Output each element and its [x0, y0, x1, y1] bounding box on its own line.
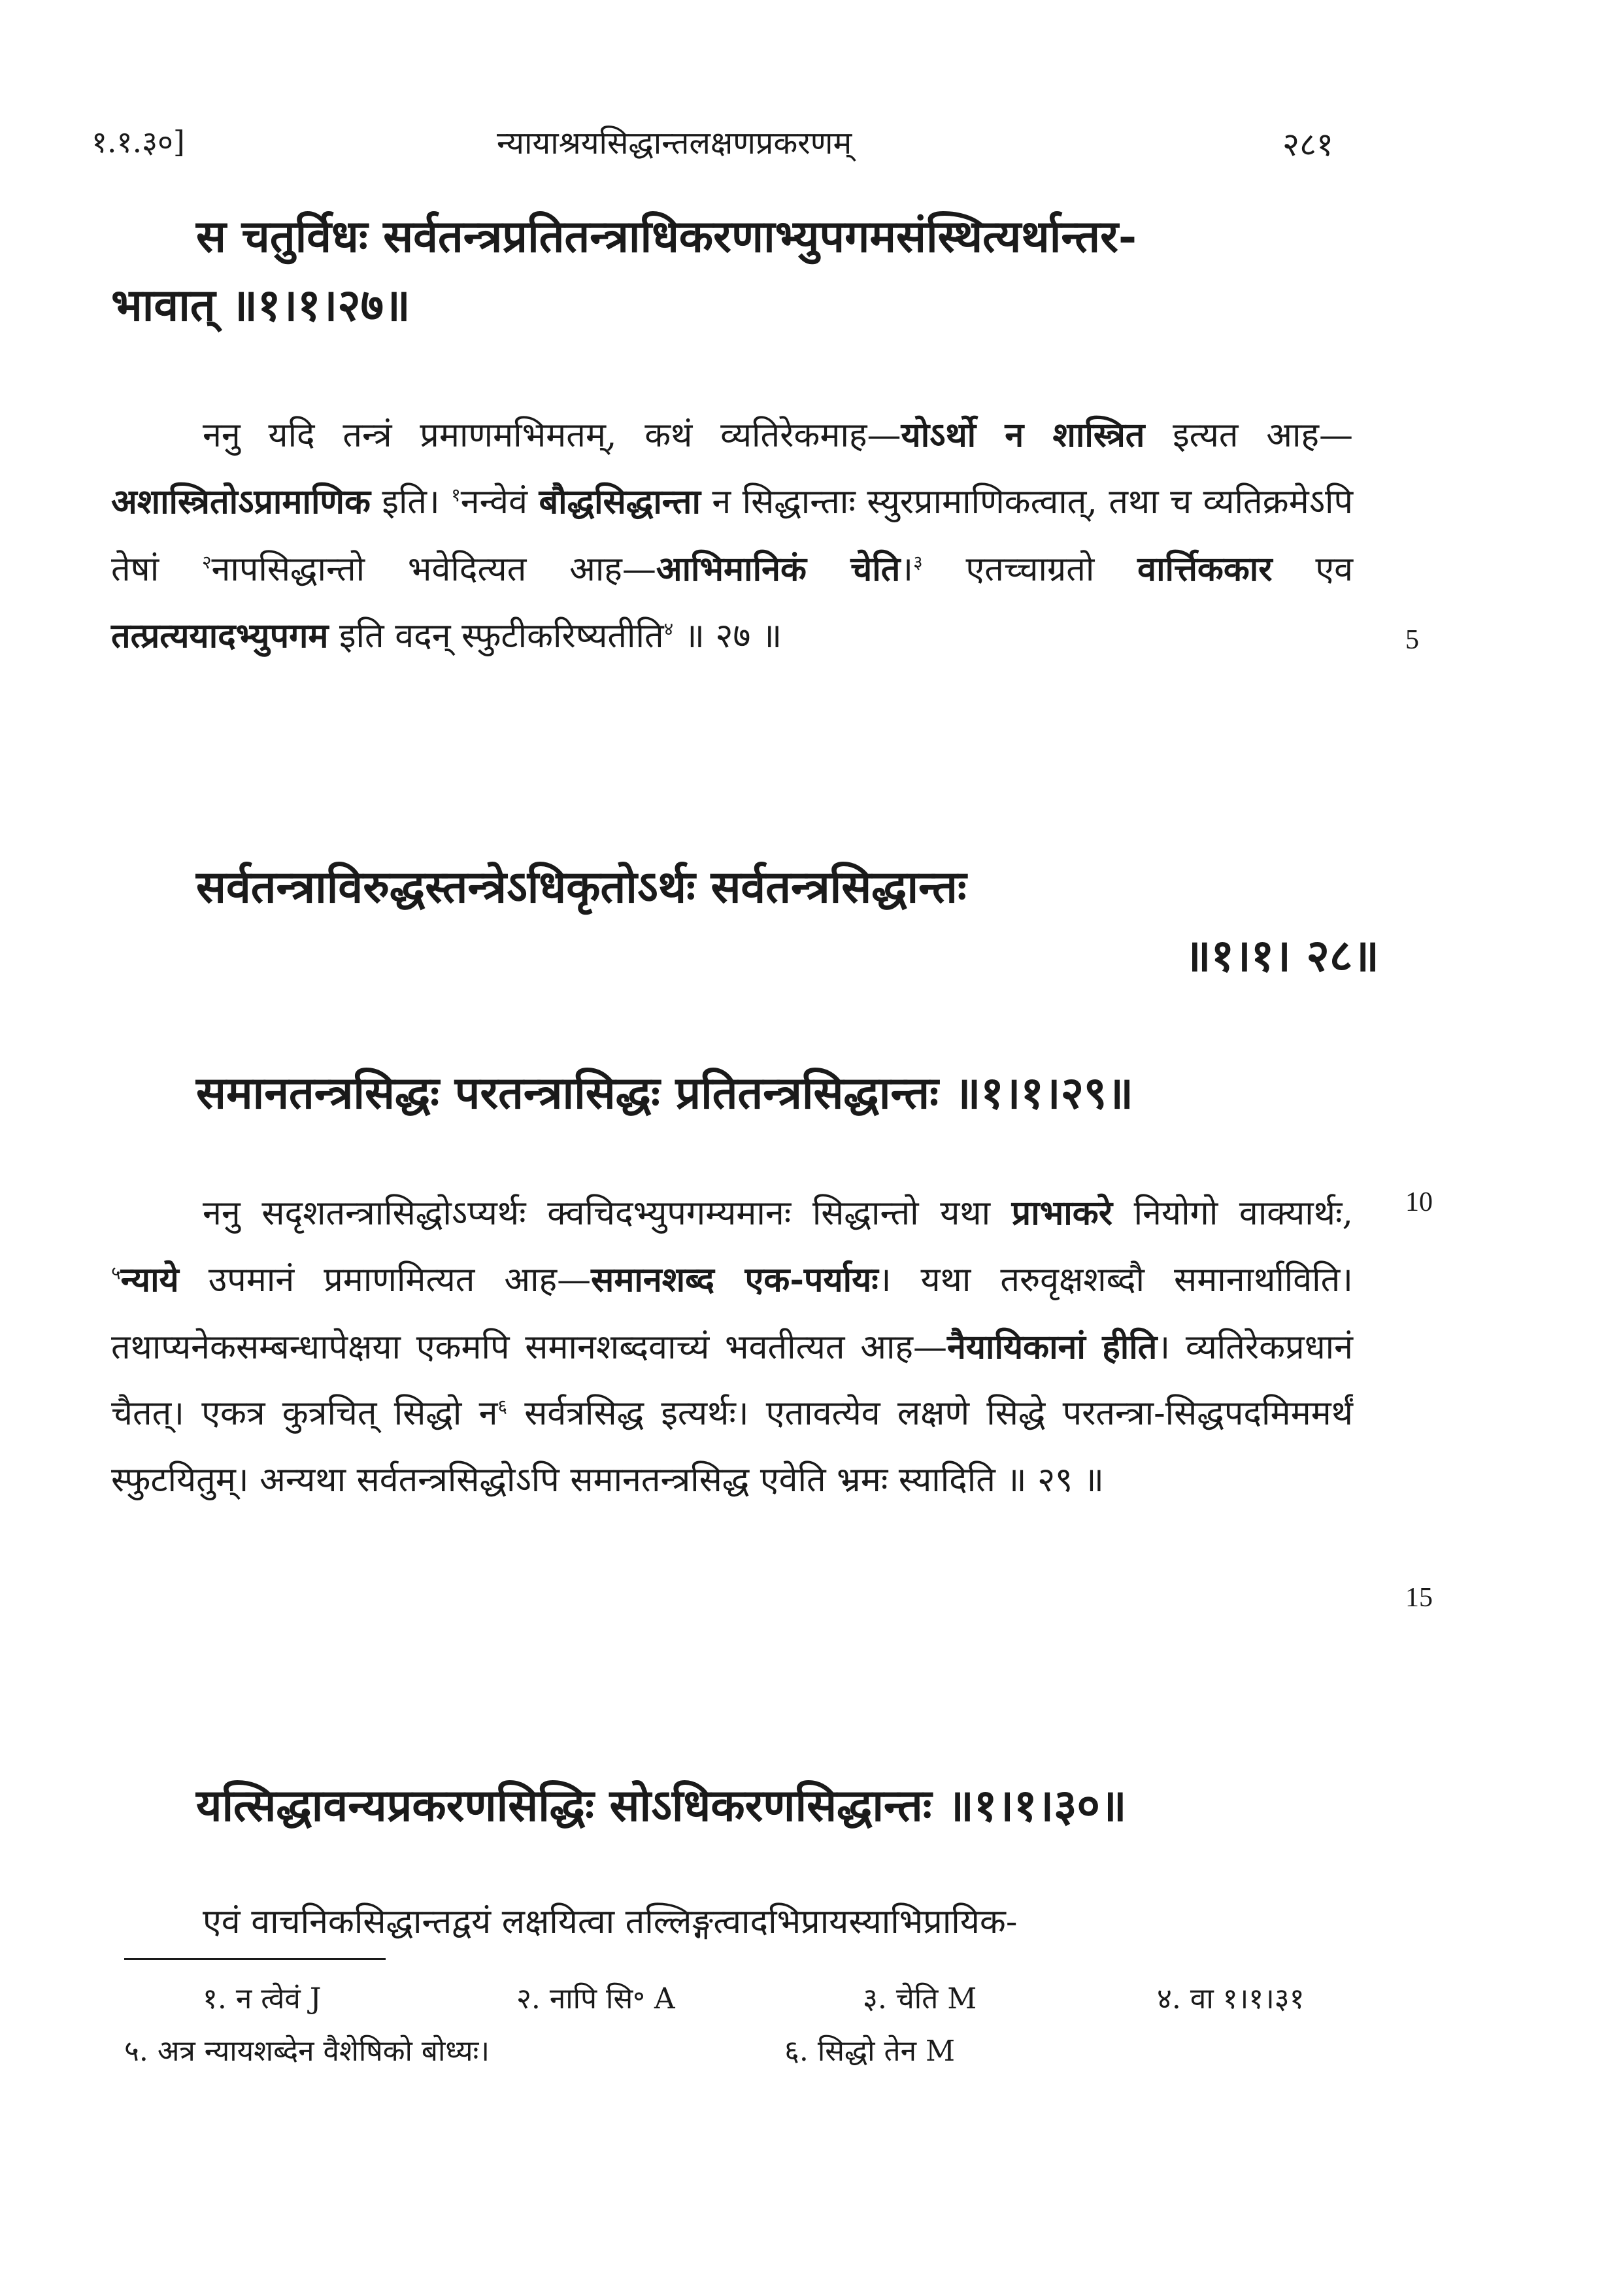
text-span: एवं वाचनिकसिद्धान्तद्वयं लक्षयित्वा तल्लिङ्गत्वादभिप्रायस्याभिप्रायिक- — [203, 1902, 1018, 1942]
footnote-marker: ६ — [497, 1395, 508, 1417]
footnote-marker: ४ — [663, 618, 674, 640]
quoted-term: आभिमानिकं चेति — [656, 549, 901, 589]
quoted-term: बौद्धसिद्धान्ता — [539, 482, 701, 522]
footnote-rule — [124, 1958, 386, 1960]
sutra-30-line1: यत्सिद्धावन्यप्रकरणसिद्धिः सोऽधिकरणसिद्धान्तः ॥१।१।३०॥ — [196, 1780, 1127, 1832]
quoted-term: तत्प्रत्ययादभ्युपगम — [111, 616, 329, 656]
commentary-30 — [111, 1889, 1353, 1955]
text-span: ॥ २७ ॥ — [673, 616, 782, 656]
commentary-29 — [111, 1180, 1353, 1513]
text-span: इत्यत आह— — [1145, 416, 1353, 455]
footnote-6: ६. सिद्धो तेन M — [784, 2034, 956, 2068]
section-reference: १.१.३०] — [92, 124, 185, 160]
text-span: नियोगो वाक्यार्थः, — [1112, 1194, 1353, 1233]
text-span: इति। — [370, 482, 452, 522]
text-span: नन्वेवं — [460, 482, 539, 522]
quoted-term: अशास्त्रितोऽप्रामाणिक — [111, 482, 371, 522]
line-number-15: 15 — [1405, 1583, 1433, 1613]
footnote-5: ५. अत्र न्यायशब्देन वैशेषिको बोध्यः। — [124, 2034, 490, 2068]
sutra-30 — [196, 1772, 1360, 1840]
running-title: न्यायाश्रयसिद्धान्तलक्षणप्रकरणम् — [497, 125, 852, 161]
footnote-marker: ५ — [111, 1262, 121, 1285]
line-number-10: 10 — [1405, 1187, 1433, 1217]
sutra-28-line1: सर्वतन्त्राविरुद्धस्तन्त्रेऽधिकृतोऽर्थः सर्वतन्त्रसिद्धान्तः — [196, 861, 967, 913]
text-span: ननु यदि तन्त्रं प्रमाणमभिमतम्, कथं व्यतिरेकमाह— — [203, 416, 901, 455]
page-number: २८१ — [1282, 126, 1333, 163]
sutra-29 — [196, 1059, 1360, 1128]
quoted-term: न्याये — [120, 1260, 179, 1300]
footnote-marker: ३ — [913, 551, 923, 573]
sutra-27 — [111, 203, 1360, 341]
sutra-28 — [196, 853, 1379, 991]
line-number-5: 5 — [1405, 625, 1419, 655]
text-span: उपमानं प्रमाणमित्यत आह— — [178, 1260, 592, 1300]
footnote-3: ३. चेति M — [863, 1982, 977, 2016]
text-span: इति वदन् स्फुटीकरिष्यतीति — [328, 616, 664, 656]
quoted-term: प्राभाकरे — [1011, 1193, 1112, 1233]
text-span: । यथा तरुवृक्षशब्दौ समानार्थाविति। तथाप्यनेकसम्बन्धापेक्षया एकमपि समानशब्दवाच्यं भवतीत्यत आह— — [111, 1260, 1353, 1367]
text-span: न सिद्धान्ताः स्युरप्रामाणिकत्वात्, तथा च व्यतिक्रमेऽपि तेषां — [111, 482, 1353, 589]
footnote-4: ४. वा १।१।३१ — [1157, 1982, 1305, 2016]
text-span: एतच्चाग्रतो — [922, 549, 1138, 589]
text-span: । — [900, 549, 914, 589]
sutra-27-line2: भावात् ॥१।१।२७॥ — [111, 279, 410, 332]
text-span: नापसिद्धान्तो भवेदित्यत आह— — [211, 549, 656, 589]
running-header — [92, 121, 1333, 173]
quoted-term: समानशब्द एक-पर्यायः — [591, 1260, 878, 1300]
quoted-term: नैयायिकानां हीति — [947, 1326, 1158, 1367]
text-span: सर्वत्रसिद्ध इत्यर्थः। एतावत्येव लक्षणे सिद्धे परतन्त्रा-सिद्धपदमिममर्थं स्फुटयितुम्। अन्यथा सर्वतन्त्रसिद्धोऽपि समानतन्त्रसिद्ध एवेति भ्रमः स्यादिति ॥ २९ ॥ — [111, 1394, 1353, 1500]
text-span: । व्यतिरेकप्रधानं चैतत्। एकत्र कुत्रचित् सिद्धो न — [111, 1327, 1354, 1434]
sutra-28-line2: ॥१।१। २८॥ — [1184, 930, 1379, 983]
footnote-marker: १ — [451, 484, 461, 507]
commentary-27 — [111, 402, 1353, 670]
quoted-term: वार्त्तिककार — [1137, 549, 1273, 589]
text-span: ननु सदृशतन्त्रासिद्धोऽप्यर्थः क्वचिदभ्युपगम्यमानः सिद्धान्तो यथा — [203, 1194, 1012, 1233]
text-span: एव — [1272, 549, 1353, 589]
sutra-29-line1: समानतन्त्रसिद्धः परतन्त्रासिद्धः प्रतितन्त्रसिद्धान्तः ॥१।१।२९॥ — [196, 1067, 1134, 1119]
quoted-term: योऽर्थो न शास्त्रित — [901, 415, 1145, 455]
footnote-marker: २ — [201, 551, 212, 573]
sutra-27-line1: स चतुर्विधः सर्वतन्त्रप्रतितन्त्राधिकरणाभ्युपगमसंस्थित्यर्थान्तर- — [196, 211, 1137, 263]
footnote-1: १. न त्वेवं J — [203, 1982, 322, 2016]
footnote-2: २. नापि सि॰ A — [516, 1982, 675, 2016]
